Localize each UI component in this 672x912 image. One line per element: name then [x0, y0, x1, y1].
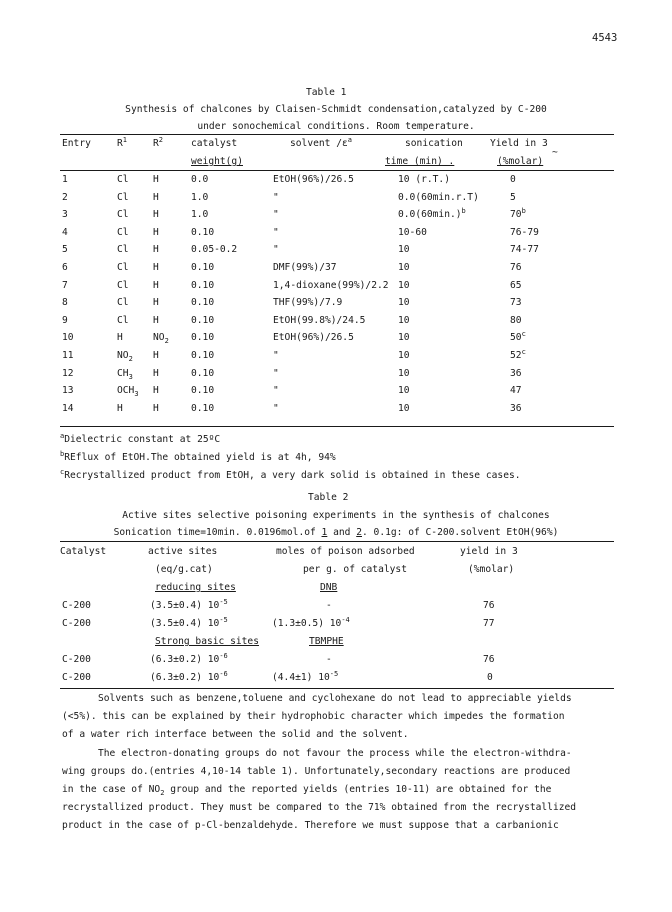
- cell-yield: 0: [487, 672, 493, 683]
- table2-title-line1: Active sites selective poisoning experiments in the synthesis of chalcones: [122, 510, 550, 521]
- cell-entry: 5: [62, 244, 68, 256]
- cell-yield: 65: [510, 279, 522, 291]
- cell-time: 10: [398, 385, 410, 397]
- cell-solvent: THF(99%)/7.9: [273, 297, 343, 309]
- paragraph-1: [62, 690, 610, 744]
- cell-yield: 76: [483, 654, 495, 665]
- t2-header-poison: moles of poison adsorbed: [276, 546, 415, 557]
- footnote-a: $^a$Dielectric constant at 25ºC: [60, 431, 221, 445]
- cell-time: 10: [398, 402, 410, 414]
- cell-r2: H: [153, 244, 159, 256]
- t2-header-active: active sites: [148, 546, 218, 557]
- header-catalyst: catalyst: [191, 138, 238, 149]
- cell-solvent: ": [273, 402, 279, 414]
- cell-r2: H: [153, 367, 159, 379]
- cell-time: 10-60: [398, 226, 427, 238]
- cell-yield: 74-77: [510, 244, 539, 256]
- cell-weight: 0.10: [191, 350, 215, 361]
- table1-bottom-rule: [60, 426, 614, 427]
- cell-time: $0.0(60\min.)^b$: [398, 207, 466, 221]
- cell-weight: 0.10: [191, 385, 215, 397]
- t2-header-perg: per g. of catalyst: [303, 564, 407, 575]
- cell-r1: $CH_3$: [117, 367, 133, 381]
- cell-weight: 1.0: [191, 191, 209, 203]
- header-weight: weight(g): [191, 156, 243, 167]
- table1-header-rule: [60, 170, 614, 171]
- cell-time: 10: [398, 314, 410, 326]
- cell-time: 0.0(60min.r.T): [398, 191, 479, 203]
- paragraph-1-line: (<5%). this can be explained by their hydrophobic character which impedes the formation: [62, 711, 565, 722]
- paragraph-2: [62, 745, 610, 835]
- cell-solvent: EtOH(96%)/26.5: [273, 174, 354, 185]
- cell-solvent: ": [273, 191, 279, 203]
- cell-catalyst: C-200: [62, 600, 91, 611]
- cell-yield: 77: [483, 618, 495, 629]
- site-type-label: reducing sites: [155, 582, 236, 593]
- cell-r1: Cl: [117, 174, 129, 185]
- cell-entry: 3: [62, 209, 68, 221]
- header-yield-tilde: ~: [552, 147, 558, 158]
- cell-r1: $NO_2$: [117, 350, 133, 363]
- cell-solvent: ": [273, 209, 279, 221]
- cell-yield: 0: [510, 174, 516, 185]
- footnote-b: $^b$REflux of EtOH.The obtained yield is at 4h, 94%: [60, 449, 336, 463]
- cell-time: 10: [398, 297, 410, 309]
- cell-weight: 0.10: [191, 367, 215, 379]
- cell-time: 10: [398, 262, 410, 273]
- cell-solvent: ": [273, 350, 279, 361]
- cell-yield: 5: [510, 191, 516, 203]
- t2-header-catalyst: Catalyst: [60, 546, 107, 557]
- cell-r2: H: [153, 262, 159, 273]
- cell-active-sites: (6.3±0.2) $10^{-6}$: [150, 651, 228, 665]
- cell-yield: 52$^c$: [510, 347, 526, 361]
- cell-time: 10: [398, 332, 410, 344]
- cell-active-sites: (6.3±0.2) $10^{-6}$: [150, 669, 228, 683]
- cell-entry: 10: [62, 332, 74, 344]
- cell-r1: H: [117, 402, 123, 414]
- cell-solvent: ": [273, 244, 279, 256]
- cell-catalyst: C-200: [62, 672, 91, 683]
- cell-yield: 76: [510, 262, 522, 273]
- cell-entry: 11: [62, 350, 74, 361]
- table1-title-line2: under sonochemical conditions. Room temperature.: [197, 121, 475, 132]
- poison-label: DNB: [320, 582, 338, 593]
- t2-header-eq: (eq/g.cat): [155, 564, 213, 575]
- header-r2: $R^2$: [153, 135, 163, 149]
- header-yield: Yield in 3: [490, 138, 548, 149]
- cell-r1: H: [117, 332, 123, 344]
- header-sonication: sonication: [405, 138, 463, 149]
- cell-r2: H: [153, 226, 159, 238]
- paragraph-2-line: product in the case of p-Cl-benzaldehyde. Therefore we must suppose that a carbanionic: [62, 820, 559, 831]
- cell-yield: 76: [483, 600, 495, 611]
- cell-entry: 8: [62, 297, 68, 309]
- page-number: 4543: [592, 32, 618, 44]
- cell-solvent: EtOH(99.8%)/24.5: [273, 314, 366, 326]
- cell-time: 10: [398, 279, 410, 291]
- cell-yield: 36: [510, 402, 522, 414]
- cell-yield: 36: [510, 367, 522, 379]
- cell-weight: 0.10: [191, 402, 215, 414]
- cell-solvent: ": [273, 385, 279, 397]
- cell-solvent: EtOH(96%)/26.5: [273, 332, 354, 344]
- cell-weight: 0.10: [191, 332, 215, 344]
- cell-r1: Cl: [117, 244, 129, 256]
- cell-r1: Cl: [117, 297, 129, 309]
- table2-title-line2: Sonication time=10min. 0.0196mol.of 1 and 2. 0.1g: of C-200.solvent EtOH(96%): [113, 527, 559, 538]
- cell-r2: H: [153, 385, 159, 397]
- cell-solvent: ": [273, 367, 279, 379]
- cell-r2: H: [153, 279, 159, 291]
- table1-title-line1: Synthesis of chalcones by Claisen-Schmidt condensation,catalyzed by C-200: [125, 104, 547, 115]
- cell-entry: 14: [62, 402, 74, 414]
- footnote-c: $^c$Recrystallized product from EtOH, a very dark solid is obtained in these cases.: [60, 467, 521, 481]
- cell-r1: Cl: [117, 209, 129, 221]
- cell-solvent: 1,4-dioxane(99%)/2.2: [273, 279, 389, 291]
- cell-r1: Cl: [117, 279, 129, 291]
- table2-top-rule: [60, 541, 614, 542]
- cell-yield: 50$^c$: [510, 330, 526, 344]
- header-solvent: solvent $/\varepsilon^a$: [290, 135, 352, 149]
- cell-yield: 47: [510, 385, 522, 397]
- cell-r1: Cl: [117, 262, 129, 273]
- cell-entry: 2: [62, 191, 68, 203]
- cell-r2: H: [153, 209, 159, 221]
- table1-top-rule: [60, 134, 614, 135]
- cell-time: 10: [398, 350, 410, 361]
- cell-entry: 1: [62, 174, 68, 185]
- cell-r2: H: [153, 402, 159, 414]
- cell-solvent: ": [273, 226, 279, 238]
- header-time: time (min) .: [385, 156, 455, 167]
- t2-header-yield: yield in 3: [460, 546, 518, 557]
- cell-r2: H: [153, 350, 159, 361]
- header-molar: (%molar): [497, 156, 544, 167]
- paragraph-2-line: in the case of $NO_2$ group and the reported yields (entries 10-11) are obtained for the: [62, 784, 552, 797]
- paragraph-2-line: The electron-donating groups do not favour the process while the electron-withdra-: [98, 748, 572, 759]
- cell-time: 10: [398, 367, 410, 379]
- table2-caption: Table 2: [308, 492, 349, 503]
- cell-active-sites: (3.5±0.4) $10^{-5}$: [150, 615, 228, 629]
- cell-r1: Cl: [117, 191, 129, 203]
- t2-header-molar: (%molar): [468, 564, 515, 575]
- cell-entry: 13: [62, 385, 74, 397]
- cell-r2: H: [153, 314, 159, 326]
- paragraph-1-line: of a water rich interface between the solid and the solvent.: [62, 729, 409, 740]
- cell-r2: $NO_2$: [153, 332, 169, 346]
- cell-weight: 0.10: [191, 226, 215, 238]
- cell-r1: $OCH_3$: [117, 385, 139, 399]
- cell-catalyst: C-200: [62, 618, 91, 629]
- cell-entry: 9: [62, 314, 68, 326]
- cell-solvent: DMF(99%)/37: [273, 262, 337, 273]
- cell-weight: 0.0: [191, 174, 209, 185]
- cell-poison: -: [326, 654, 332, 665]
- cell-catalyst: C-200: [62, 654, 91, 665]
- cell-yield: 73: [510, 297, 522, 309]
- cell-yield: 76-79: [510, 226, 539, 238]
- table1-caption: Table 1: [306, 87, 347, 98]
- table2-bottom-rule: [60, 688, 614, 689]
- cell-time: 10: [398, 244, 410, 256]
- cell-time: 10 (r.T.): [398, 174, 450, 185]
- header-r1: $R^1$: [117, 135, 127, 149]
- cell-r2: H: [153, 191, 159, 203]
- cell-yield: 80: [510, 314, 522, 326]
- cell-yield: 70$^b$: [510, 207, 526, 221]
- paragraph-1-line: Solvents such as benzene,toluene and cyclohexane do not lead to appreciable yields: [98, 693, 572, 704]
- cell-r1: Cl: [117, 314, 129, 326]
- site-type-label: Strong basic sites: [155, 636, 259, 647]
- cell-weight: 0.10: [191, 297, 215, 309]
- cell-entry: 12: [62, 367, 74, 379]
- cell-entry: 6: [62, 262, 68, 273]
- paragraph-2-line: wing groups do.(entries 4,10-14 table 1). Unfortunately,secondary reactions are produced: [62, 766, 571, 777]
- cell-entry: 4: [62, 226, 68, 238]
- cell-active-sites: (3.5±0.4) $10^{-5}$: [150, 597, 228, 611]
- paragraph-2-line: recrystallized product. They must be compared to the 71% obtained from the recrystallized: [62, 802, 577, 813]
- cell-weight: 0.10: [191, 279, 215, 291]
- cell-r2: H: [153, 174, 159, 185]
- cell-weight: 0.10: [191, 262, 215, 273]
- poison-label: TBMPHE: [309, 636, 344, 647]
- cell-weight: 0.10: [191, 314, 215, 326]
- cell-poison: (4.4±1) $10^{-5}$: [272, 669, 339, 683]
- cell-weight: 1.0: [191, 209, 209, 221]
- cell-r1: Cl: [117, 226, 129, 238]
- cell-weight: 0.05-0.2: [191, 244, 238, 256]
- cell-poison: (1.3±0.5) $10^{-4}$: [272, 615, 350, 629]
- cell-poison: -: [326, 600, 332, 611]
- cell-r2: H: [153, 297, 159, 309]
- header-entry: Entry: [62, 138, 91, 149]
- cell-entry: 7: [62, 279, 68, 291]
